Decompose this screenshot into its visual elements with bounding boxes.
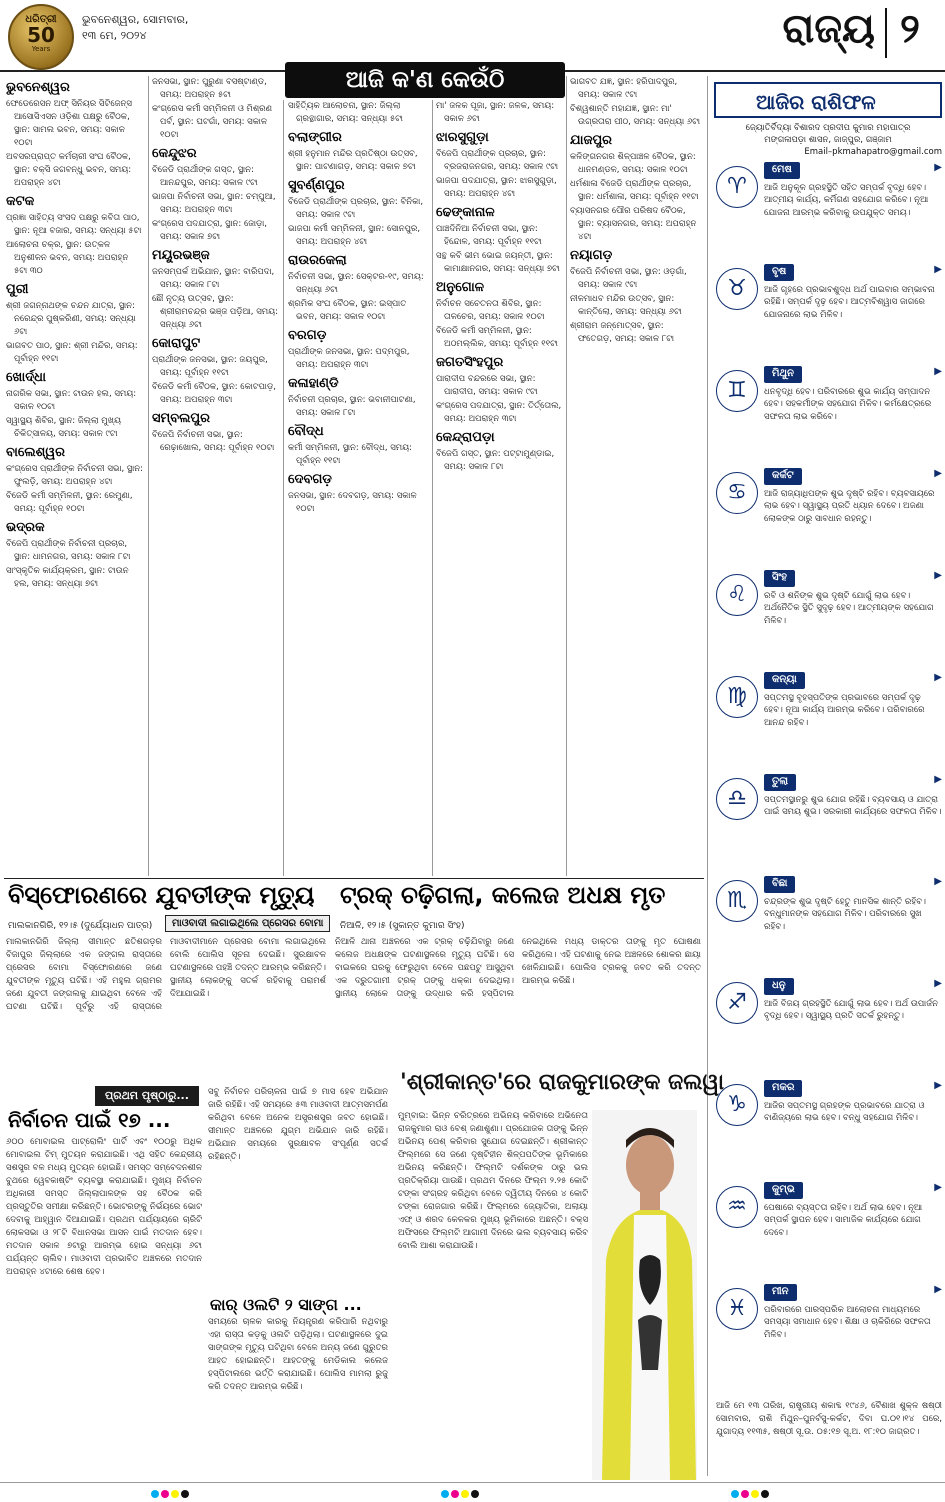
district-heading: ସମ୍ବଲପୁର	[152, 411, 210, 426]
divider	[885, 8, 887, 58]
chevron-right-icon: ▶	[934, 672, 942, 683]
divider	[432, 100, 433, 876]
horoscope-byline	[714, 122, 942, 158]
maoist-body: ସବୁ ନିର୍ବାଚନ ପରିଚାଳନା ପାଇଁ ୭ ମାସ ହେବ ଅଭିଯାନ ଜାରି ରହିଛି। ଏହି ସମୟରେ ୫୩ ମାଓବାଦୀ ଆତ୍ମସମର୍ପଣ କରିଥିବା ବେଳେ ଅନେକ ଅସ୍ତ୍ରଶସ୍ତ୍ର ଜବତ ହୋଇଛି। ସୀମାନ୍ତ ଅଞ୍ଚଳରେ ଯୁଗ୍ମ ଅଭିଯାନ ଜାରି ରହିଛି। ଅଭିଯାନ ସମୟରେ ସୁରକ୍ଷାବଳ ସଂପୂର୍ଣ୍ଣ ସତର୍କ ରହିଛନ୍ତି।	[208, 1087, 388, 1162]
sign-name: କନ୍ୟା	[764, 672, 805, 689]
event-listing: ନୀଳମାଧବ ମନ୍ଦିର ଉତ୍ସବ, ସ୍ଥାନ: କାନ୍ତିଲୋ, ସମୟ: ସନ୍ଧ୍ୟା ୬ଟା	[570, 294, 682, 317]
divider	[566, 76, 567, 876]
almanac: ଆଜି ମେ ୧୩ ତାରିଖ, ରାଷ୍ଟ୍ରୀୟ ଶକାବ୍ଦ ୧୯୪୬, ବୈଶାଖ ଶୁକ୍ଳ ଷଷ୍ଠୀ ସୋମବାର, ରାଶି ମିଥୁନ–ପୁନର୍ବସୁ-କର୍କଟ, ଦିବା ଘ.୦୧।୧୪ ପରେ, ଯୁଗାଦ୍ୟ ୧୧୩୫, ଷଷ୍ଠୀ ସୂ.ଉ. ୦୫:୧୭ ସୂ.ଅ. ୧୮:୧୦ ଜାଗ୍ରତ।	[716, 1401, 942, 1437]
event-listing: ମା' ଜଳକ ପୂଜା, ସ୍ଥାନ: ଜଳକ, ସମୟ: ସକାଳ ୬ଟା	[436, 101, 555, 124]
event-listing: ବିଶ୍ୱଶାନ୍ତି ମହାଯଜ୍ଞ, ସ୍ଥାନ: ମା' ଉଗ୍ରତାରା ପୀଠ, ସମୟ: ସନ୍ଧ୍ୟା ୬ଟା	[570, 104, 700, 127]
district-heading: ଭୁବନେଶ୍ୱର	[6, 80, 70, 95]
zodiac-icon: ♍	[716, 676, 758, 718]
divider	[4, 878, 704, 879]
continued-label[interactable]: ପ୍ରଥମ ପୃଷ୍ଠାରୁ...	[95, 1086, 199, 1106]
car-headline: କାର୍ ଓଲଟି ୨ ସାଙ୍ଗ ...	[210, 1295, 362, 1314]
sign-name: ମୀନ	[764, 1284, 797, 1301]
chevron-right-icon: ▶	[934, 1284, 942, 1295]
event-listing: ଆଲୋଚନା ଚକ୍ର, ସ୍ଥାନ: ଉତ୍କଳ ଅନୁଶୀଳନ ଭବନ, ସମୟ: ଅପରାହ୍ନ ୫ଟା ୩୦	[6, 240, 129, 276]
sign-name: ମକର	[764, 1080, 802, 1097]
sign-name: କୁମ୍ଭ	[764, 1182, 803, 1199]
listing-column-4	[436, 100, 562, 876]
event-listing: କଂଗ୍ରେସ ପ୍ରାର୍ଥୀଙ୍କ ନିର୍ବାଚନୀ ସଭା, ସ୍ଥାନ: ଫୁଲଡ଼ି, ସମୟ: ଅପରାହ୍ନ ୪ଟା	[6, 464, 143, 487]
district-heading: ଜଗତସିଂହପୁର	[436, 355, 504, 370]
sign-prediction: ସପ୍ତମସ୍ଥ ବୃହସ୍ପତିଙ୍କ ପ୍ରଭାବରେ ସମ୍ପର୍କ ଦୃଢ଼ ହେବ। ନୂଆ କାର୍ଯ୍ୟ ଆରମ୍ଭ କରିବେ। ପରିବାରରେ ଆନନ୍ଦ ରହିବ।	[764, 692, 925, 728]
blast-subhead: ମାଓବାଦୀ ଲଗାଇଥିଲେ ପ୍ରେସର ବୋମା	[165, 915, 330, 932]
truck-body: ନିଆଳି ଥାନା ଅଞ୍ଚଳରେ ଏକ ଟ୍ରକ୍ ଚଢ଼ିଯିବାରୁ ଜଣେ କଲେଜ ଅଧକ୍ଷଙ୍କ ଘଟଣାସ୍ଥଳରେ ମୃତ୍ୟୁ ଘଟିଛି। ସେ ବାଇକରେ ଘରକୁ ଫେରୁଥିବା ବେଳେ ପଛପଟୁ ଆସୁଥିବା ଏକ ଦ୍ରୁତଗାମୀ ଟ୍ରକ୍ ତାଙ୍କୁ ଧକ୍କା ଦେଇଥିଲା। ସ୍ଥାନୀୟ ଲୋକେ ତାଙ୍କୁ ଉଦ୍ଧାର କରି ହସ୍ପିଟାଲ ନେଇଥିଲେ ମଧ୍ୟ ଡାକ୍ତର ତାଙ୍କୁ ମୃତ ଘୋଷଣା କରିଥିଲେ। ଏହି ଘଟଣାକୁ ନେଇ ଅଞ୍ଚଳରେ ଶୋକର ଛାୟା ଖେଳିଯାଇଛି। ପୋଲିସ ଟ୍ରକକୁ ଜବତ କରି ତଦନ୍ତ ଆରମ୍ଭ କରିଛି।	[335, 937, 701, 999]
chevron-right-icon: ▶	[934, 1080, 942, 1091]
zodiac-icon: ♋	[716, 472, 758, 514]
sign-prediction: ରବି ଓ ଶନିଙ୍କ ଶୁଭ ଦୃଷ୍ଟି ଯୋଗୁଁ ଲାଭ ହେବ। ଅର୍ଥନୈତିକ ସ୍ଥିତି ସୁଦୃଢ଼ ହେବ। ଆତ୍ମୀୟଙ୍କ ସହଯୋଗ ମିଳିବ।	[764, 590, 934, 626]
event-listing: ବିଜେପି ପ୍ରାର୍ଥୀଙ୍କ ପ୍ରଚାର, ସ୍ଥାନ: ବ୍ରଜରାଜନଗର, ସମୟ: ସକାଳ ୯ଟା	[436, 149, 559, 172]
event-listing: କଳିଙ୍ଗନଗର ଶିଳ୍ପାଞ୍ଚଳ ବୈଠକ, ସ୍ଥାନ: ଧାନମଣ୍ଡଳ, ସମୟ: ସକାଳ ୧୦ଟା	[570, 152, 696, 175]
page-number: ୨	[900, 6, 920, 52]
event-listing: ଭାଜପା ପଦଯାତ୍ରା, ସ୍ଥାନ: ଝାରସୁଗୁଡ଼ା, ସମୟ: ଅପରାହ୍ନ ୪ଟା	[436, 176, 557, 199]
blast-headline: ବିସ୍ଫୋରଣରେ ଯୁବତୀଙ୍କ ମୃତ୍ୟୁ	[8, 881, 315, 909]
district-heading: କୋରାପୁଟ	[152, 336, 201, 351]
event-listing: ଭାଗବତ ପାଠ, ସ୍ଥାନ: ଶ୍ରୀ ମନ୍ଦିର, ସମୟ: ପୂର୍ବାହ୍ନ ୧୧ଟା	[6, 341, 138, 364]
district-heading: ଅନୁଗୋଳ	[436, 280, 485, 295]
event-listing: ବିଜେଡି କର୍ମୀ ସମ୍ମିଳନୀ, ସ୍ଥାନ: ରେମୁଣା, ସମୟ: ପୂର୍ବାହ୍ନ ୧୦ଟା	[6, 491, 133, 514]
chevron-right-icon: ▶	[934, 162, 942, 173]
chevron-right-icon: ▶	[934, 366, 942, 377]
divider	[283, 100, 284, 876]
event-listing: କର୍ମୀ ସମ୍ମିଳନୀ, ସ୍ଥାନ: ବୌଦ୍ଧ, ସମୟ: ପୂର୍ବାହ୍ନ ୧୧ଟା	[288, 443, 413, 466]
sign-prediction: ଧନବୃଦ୍ଧି ହେବ। ପରିବାରରେ ଶୁଭ କାର୍ଯ୍ୟ ସମ୍ପାଦନ ହେବ। ସହକର୍ମୀଙ୍କ ସହଯୋଗ ମିଳିବ। କର୍ମକ୍ଷେତ୍ରରେ ସଫଳତା ଲାଭ କରିବେ।	[764, 386, 932, 422]
district-heading: କଟକ	[6, 194, 35, 209]
sign-prediction: ଆଜିର ସପ୍ତମସ୍ଥ ଗ୍ରହଙ୍କ ପ୍ରଭାବରେ ଯାତ୍ରା ଓ ବାଣିଜ୍ୟରେ ଲାଭ ହେବ। ବନ୍ଧୁ ସହଯୋଗ ମିଳିବ।	[764, 1100, 925, 1123]
district-heading: କଳାହାଣ୍ଡି	[288, 376, 339, 391]
zodiac-icon: ♈	[716, 166, 758, 208]
horoscope-sign	[716, 468, 942, 566]
horoscope-sign	[716, 1182, 942, 1280]
event-listing: ବ୍ୟାସନଗର ପୌର ପରିଷଦ ବୈଠକ, ସ୍ଥାନ: ବ୍ୟାସନଗର, ସମୟ: ଅପରାହ୍ନ ୪ଟା	[570, 206, 697, 242]
horoscope-sign	[716, 978, 942, 1076]
event-listing: ଧର୍ମଶାଳା ବିଜେଡି ପ୍ରାର୍ଥୀଙ୍କ ପ୍ରଚାର, ସ୍ଥାନ: ଧର୍ମଶାଳା, ସମୟ: ପୂର୍ବାହ୍ନ ୧୧ଟା	[570, 179, 699, 202]
event-listing: ଭାଜପା ନିର୍ବାଚନୀ ସଭା, ସ୍ଥାନ: ଚମ୍ପୁଆ, ସମୟ: ଅପରାହ୍ନ ୩ଟା	[152, 192, 276, 215]
district-heading: ନୟାଗଡ଼	[570, 248, 613, 263]
event-listing: ପାରାଦୀପ ବନ୍ଦରରେ ସଭା, ସ୍ଥାନ: ପାରାଦୀପ, ସମୟ: ସକାଳ ୯ଟା	[436, 374, 538, 397]
srikanth-body: ମୁମ୍ବାଇ: ଭିନ୍ନ ଚରିତ୍ରରେ ଅଭିନୟ କରିବାରେ ଅଭିନେତା ରାଜକୁମାର ରାଓ ବେଶ୍ ଜଣାଶୁଣା। ପ୍ରଯୋଜକ ତାଙ୍କୁ ଭିନ୍ନ ଅଭିନୟ ପେଶ୍ କରିବାର ସୁଯୋଗ ଦେଇଛନ୍ତି। ଶ୍ରୀକାନ୍ତ ଫିଲ୍ମରେ ସେ ଜଣେ ଦୃଷ୍ଟିହୀନ ଶିଳ୍ପପତିଙ୍କ ଭୂମିକାରେ ଅଭିନୟ କରିଛନ୍ତି। ଫିଲ୍ମଟି ଦର୍ଶକଙ୍କ ଠାରୁ ଭଲ ପ୍ରତିକ୍ରିୟା ପାଉଛି। ପ୍ରଥମ ଦିନରେ ଫିଲ୍ମ ୨.୨୫ କୋଟି ଟଙ୍କା ସଂଗ୍ରହ କରିଥିବା ବେଳେ ଦ୍ୱିତୀୟ ଦିନରେ ୪ କୋଟି ଟଙ୍କା ରୋଜଗାର କରିଛି। ଫିଲ୍ମରେ ଜ୍ୟୋତିକା, ଅଲାୟା ଏଫ୍ ଓ ଶରଦ କେଳକର ମୁଖ୍ୟ ଭୂମିକାରେ ଅଛନ୍ତି। ବକ୍ସ ଅଫିସରେ ଫିଲ୍ମଟି ଆଗାମୀ ଦିନରେ ଭଲ ବ୍ୟବସାୟ କରିବ ବୋଲି ଆଶା କରାଯାଉଛି।	[398, 1111, 588, 1251]
district-heading: ଯାଜପୁର	[570, 133, 613, 148]
logo-title: ଧରିତ୍ରୀ	[25, 14, 57, 25]
astrologer-name: ଜ୍ୟୋତିର୍ବିଦ୍ୟା ବିଶାରଦ ପ୍ରଦୀପ କୁମାର ମହାପାତ୍ର	[745, 123, 911, 133]
event-listing: ଶ୍ରମିକ ସଂଘ ବୈଠକ, ସ୍ଥାନ: ଇସ୍ପାତ ଭବନ, ସମୟ: ସକାଳ ୧୦ଟା	[288, 299, 407, 322]
event-listing: ବିଜେଡି ପ୍ରାର୍ଥୀଙ୍କ ପ୍ରଚାର, ସ୍ଥାନ: ବିନିକା, ସମୟ: ସକାଳ ୯ଟା	[288, 197, 424, 220]
event-listing: ଭାଗବତ ଯଜ୍ଞ, ସ୍ଥାନ: ହରିପାଦପୁର, ସମୟ: ସକାଳ ୯ଟା	[570, 77, 678, 100]
dateline	[82, 12, 188, 44]
district-heading: କେନ୍ଦ୍ରାପଡ଼ା	[436, 430, 495, 445]
event-listing: ନିର୍ବାଚନୀ ପ୍ରଚାର, ସ୍ଥାନ: ଭବାନୀପାଟଣା, ସମୟ: ସକାଳ ୮ଟା	[288, 395, 416, 418]
horoscope-title: ଆଜିର ରାଶିଫଳ	[714, 82, 942, 118]
sign-name: ଧନୁ	[764, 978, 794, 995]
chevron-right-icon: ▶	[934, 876, 942, 887]
event-listing: ସାଂସ୍କୃତିକ କାର୍ଯ୍ୟକ୍ରମ, ସ୍ଥାନ: ଟାଉନ ହଲ, ସମୟ: ସନ୍ଧ୍ୟା ୭ଟା	[6, 566, 129, 589]
program-banner: ଆଜି କ'ଣ କେଉଁଠି	[285, 62, 565, 98]
event-listing: ପ୍ରଜ୍ଞା ସାହିତ୍ୟ ସଂସଦ ପକ୍ଷରୁ କବିତା ପାଠ, ସ୍ଥାନ: ନୂଆ ବଜାର, ସମୟ: ସନ୍ଧ୍ୟା ୫ଟା	[6, 213, 142, 236]
chevron-right-icon: ▶	[934, 978, 942, 989]
sign-name: କର୍କଟ	[764, 468, 802, 485]
sign-prediction: ସପ୍ତମସ୍ଥାନରୁ ଶୁଭ ଯୋଗ ରହିଛି। ବ୍ୟବସାୟ ଓ ଯାତ୍ରା ପାଇଁ ସମୟ ଶୁଭ। ସରକାରୀ କାର୍ଯ୍ୟରେ ସଫଳତା ମିଳିବ।	[764, 794, 942, 817]
listing-column-3	[288, 100, 428, 876]
event-listing: ପ୍ରାର୍ଥୀଙ୍କ ଜନସଭା, ସ୍ଥାନ: ପଦ୍ମପୁର, ସମୟ: ଅପରାହ୍ନ ୩ଟା	[288, 347, 410, 370]
sign-prediction: ପେଷାରେ ବ୍ୟସ୍ତତା ରହିବ। ଅର୍ଥ ଲାଭ ହେବ। ନୂଆ ସମ୍ପର୍କ ସ୍ଥାପନ ହେବ। ସାମାଜିକ କାର୍ଯ୍ୟରେ ଯୋଗ ଦେବେ।	[764, 1202, 923, 1238]
location-day: ଭୁବନେଶ୍ୱର, ସୋମବାର,	[82, 13, 189, 26]
district-heading: ବଲାଙ୍ଗୀର	[288, 130, 342, 145]
sign-prediction: ଆଜି ଅନୁକୂଳ ଗ୍ରହସ୍ଥିତି ସହିତ ସମ୍ପର୍କ ବୃଦ୍ଧି ହେବ। ଆତ୍ମୀୟ କାର୍ଯ୍ୟ, କର୍ମିଗଣ ସହଯୋଗ କରିବେ। ନୂଆ ଯୋଜନା ଆରମ୍ଭ କରିବାକୁ ଉପଯୁକ୍ତ ସମୟ।	[764, 182, 929, 218]
newspaper-logo	[8, 4, 74, 70]
event-listing: କଂଗ୍ରେସ ପଦଯାତ୍ରା, ସ୍ଥାନ: ତିର୍ତ୍ତୋଲ, ସମୟ: ଅପରାହ୍ନ ୩ଟା	[436, 401, 562, 424]
truck-byline: ନିଆଳି, ୧୨।୫ (ସୁକାନ୍ତ କୁମାର ସିଂହ)	[340, 921, 465, 931]
event-listing: କଂଗ୍ରେସ ପଦଯାତ୍ରା, ସ୍ଥାନ: ଜୋଡ଼ା, ସମୟ: ସକାଳ ୭ଟା	[152, 219, 267, 242]
event-listing: ବିଜେପି ନିର୍ବାଚନୀ ସଭା, ସ୍ଥାନ: ରେଢ଼ାଖୋଲ, ସମୟ: ପୂର୍ବାହ୍ନ ୧୦ଟା	[152, 430, 275, 453]
district-heading: ବାଲେଶ୍ୱର	[6, 445, 65, 460]
zodiac-icon: ♉	[716, 268, 758, 310]
event-listing: ଶ୍ରୀ ହନୁମାନ ମନ୍ଦିର ପ୍ରତିଷ୍ଠା ଉତ୍ସବ, ସ୍ଥାନ: ପାଟଣାଗଡ଼, ସମୟ: ସକାଳ ୭ଟା	[288, 149, 418, 172]
color-registration-dots	[730, 1483, 770, 1502]
actor-photo	[592, 1110, 697, 1480]
color-registration-dots	[440, 1483, 480, 1502]
event-listing: ବିଜେପି ପ୍ରାର୍ଥୀଙ୍କ ନିର୍ବାଚନୀ ପ୍ରଚାର, ସ୍ଥାନ: ଧାମନଗର, ସମୟ: ସକାଳ ୮ଟା	[6, 539, 131, 562]
event-listing: ପ୍ରାର୍ଥୀଙ୍କ ଜନସଭା, ସ୍ଥାନ: ଜୟପୁର, ସମୟ: ପୂର୍ବାହ୍ନ ୧୧ଟା	[152, 355, 268, 378]
divider	[148, 76, 149, 876]
zodiac-icon: ♎	[716, 778, 758, 820]
event-listing: ନିର୍ବାଚନ ସଚେତନତା ଶିବିର, ସ୍ଥାନ: ତାଳଚେର, ସମୟ: ସକାଳ ୧୦ଟା	[436, 299, 545, 322]
truck-headline: ଟ୍ରକ୍ ଚଢ଼ିଗଲା, କଲେଜ ଅଧକ୍ଷ ମୃତ	[340, 881, 666, 909]
astrologer-email[interactable]: Email–pkmahapatro@gmail.com	[804, 147, 942, 157]
district-heading: ରାଉରକେଲା	[288, 253, 347, 268]
sign-prediction: ଆଜି ରାଜ୍ୟାଧିପଙ୍କ ଶୁଭ ଦୃଷ୍ଟି ରହିବ। ବ୍ୟବସାୟରେ ଲାଭ ହେବ। ସ୍ୱାସ୍ଥ୍ୟ ପ୍ରତି ଧ୍ୟାନ ଦେବେ। ଅଜଣା ଲୋକଙ୍କ ଠାରୁ ସାବଧାନ ରହନ୍ତୁ।	[764, 488, 935, 524]
horoscope-sign	[716, 366, 942, 464]
event-listing: ଶ୍ରୀରାମ ଜନ୍ମୋତ୍ସବ, ସ୍ଥାନ: ଫତେଗଡ଼, ସମୟ: ସକାଳ ୮ଟା	[570, 321, 675, 344]
sign-prediction: ଆଜି ଗୃହରେ ପ୍ରଭାବଶୁଦ୍ଧ ଅର୍ଥ ପାଇବାର ସମ୍ଭାବନା ରହିଛି। ସମ୍ପର୍କ ଦୃଢ଼ ହେବ। ଆତ୍ମବିଶ୍ୱାସ ଜାଗରେ ଯୋଜନାରେ ଲାଭ ମିଳିବ।	[764, 284, 935, 320]
event-listing: ଶ୍ରୀ ଜଗନ୍ନାଥଙ୍କ ଚନ୍ଦନ ଯାତ୍ରା, ସ୍ଥାନ: ନରେନ୍ଦ୍ର ପୁଷ୍କରିଣୀ, ସମୟ: ସନ୍ଧ୍ୟା ୬ଟା	[6, 301, 136, 337]
event-listing: ସ୍ୱାସ୍ଥ୍ୟ ଶିବିର, ସ୍ଥାନ: ଜିଲ୍ଲା ମୁଖ୍ୟ ଚିକିତ୍ସାଳୟ, ସମୟ: ସକାଳ ୯ଟା	[6, 416, 122, 439]
horoscope-sign	[716, 162, 942, 260]
event-listing: ବିଜେପି ନିର୍ବାଚନୀ ସଭା, ସ୍ଥାନ: ଓଡ଼ଗାଁ, ସମୟ: ସକାଳ ୯ଟା	[570, 267, 687, 290]
district-heading: ପୁରୀ	[6, 282, 29, 297]
zodiac-icon: ♏	[716, 880, 758, 922]
event-listing: କଂଗ୍ରେସ କର୍ମୀ ସମ୍ମିଳନୀ ଓ ମିଶ୍ରଣ ପର୍ବ, ସ୍ଥାନ: ଘଟଗାଁ, ସମୟ: ସକାଳ ୧୦ଟା	[152, 104, 273, 140]
election-body: ୬୦୦ ମୋବାଇଲ ପାଟ୍ରୋଲିଂ ପାର୍ଟି ଏବଂ ୧୦୦ରୁ ଅଧିକ ମୋବାଇଲ ଟିମ୍ ମୁତୟନ କରାଯାଇଛି। ଏଥି ସହିତ କେନ୍ଦ୍ରୀୟ ସଶସ୍ତ୍ର ବଳ ମଧ୍ୟ ମୁତୟନ ହୋଇଛି। ସମସ୍ତ ସମ୍ବେଦନଶୀଳ ବୁଥରେ ୱେବକାଷ୍ଟିଂ ବ୍ୟବସ୍ଥା କରାଯାଇଛି। ମୁଖ୍ୟ ନିର୍ବାଚନ ଅଧିକାରୀ ସମସ୍ତ ଜିଲ୍ଲାପାଳଙ୍କ ସହ ବୈଠକ କରି ପ୍ରସ୍ତୁତିର ସମୀକ୍ଷା କରିଛନ୍ତି। ଭୋଟରଙ୍କୁ ନିର୍ଭୟରେ ଭୋଟ ଦେବାକୁ ଆହ୍ୱାନ ଦିଆଯାଇଛି। ପ୍ରଥମ ପର୍ଯ୍ୟାୟରେ ଚାରିଟି ଲୋକସଭା ଓ ୨୮ଟି ବିଧାନସଭା ଆସନ ପାଇଁ ମତଦାନ ହେବ। ମତଦାନ ସକାଳ ୭ଟାରୁ ଆରମ୍ଭ ହୋଇ ସନ୍ଧ୍ୟା ୬ଟା ପର୍ଯ୍ୟନ୍ତ ଚାଲିବ। ମାଓବାଦୀ ପ୍ରଭାବିତ ଅଞ୍ଚଳରେ ମତଦାନ ଅପରାହ୍ନ ୪ଟାରେ ଶେଷ ହେବ।	[6, 1137, 202, 1277]
event-listing: ପାଞ୍ଚଦିନିଆ ନିର୍ବାଚନୀ ସଭା, ସ୍ଥାନ: ହିନ୍ଦୋଳ, ସମୟ: ପୂର୍ବାହ୍ନ ୧୧ଟା	[436, 224, 542, 247]
chevron-right-icon: ▶	[934, 468, 942, 479]
sign-name: ତୁଲା	[764, 774, 796, 791]
car-body: ସମୟରେ ଚାଳକ କାରକୁ ନିୟନ୍ତ୍ରଣ କରିପାରି ନଥିବାରୁ ଏହା ରାସ୍ତା କଡ଼କୁ ଓଲଟି ପଡ଼ିଥିଲା। ଘଟଣାସ୍ଥଳରେ ଦୁଇ ସାଙ୍ଗଙ୍କ ମୃତ୍ୟୁ ଘଟିଥିବା ବେଳେ ଅନ୍ୟ ଜଣେ ଗୁରୁତର ଆହତ ହୋଇଛନ୍ତି। ଆହତଙ୍କୁ ମେଡିକାଲ କଲେଜ ହସ୍ପିଟାଲରେ ଭର୍ତ୍ତି କରାଯାଇଛି। ପୋଲିସ ମାମଲା ରୁଜୁ କରି ତଦନ୍ତ ଆରମ୍ଭ କରିଛି।	[208, 1317, 388, 1392]
district-heading: ବରଗଡ଼	[288, 328, 327, 343]
district-heading: ବୌଦ୍ଧ	[288, 424, 324, 439]
chevron-right-icon: ▶	[934, 1182, 942, 1193]
listing-column-1	[6, 76, 144, 876]
horoscope-sign	[716, 1284, 942, 1382]
district-heading: ସୁବର୍ଣ୍ଣପୁର	[288, 178, 345, 193]
event-listing: ଅବସରପ୍ରାପ୍ତ କର୍ମଚାରୀ ସଂଘ ବୈଠକ, ସ୍ଥାନ: ବକ୍ସି ଜଗବନ୍ଧୁ ଭବନ, ସମୟ: ଅପରାହ୍ନ ୪ଟା	[6, 152, 132, 188]
blast-byline: ମାଲକାନଗିରି, ୧୨।୫ (ଦୁର୍ଯ୍ୟୋଧନ ପାତ୍ର)	[8, 921, 153, 931]
chevron-right-icon: ▶	[934, 570, 942, 581]
zodiac-icon: ♐	[716, 982, 758, 1024]
district-heading: ଖୋର୍ଦ୍ଧା	[6, 370, 46, 385]
zodiac-icon: ♊	[716, 370, 758, 412]
divider	[707, 76, 708, 1476]
sign-name: ବୃଷ	[764, 264, 794, 281]
district-heading: ଭଦ୍ରକ	[6, 520, 45, 535]
event-listing: ବିଜେଡି କର୍ମୀ ସମ୍ମିଳନୀ, ସ୍ଥାନ: ଅଠମଲ୍ଲିକ, ସମୟ: ପୂର୍ବାହ୍ନ ୧୧ଟା	[436, 326, 558, 349]
event-listing: ବିଜେପି ଗସ୍ତ, ସ୍ଥାନ: ପଟ୍ଟାମୁଣ୍ଡାଇ, ସମୟ: ସକାଳ ୮ଟା	[436, 449, 555, 472]
zodiac-icon: ♑	[716, 1084, 758, 1126]
event-listing: ସାହିତ୍ୟିକ ଆଲୋଚନା, ସ୍ଥାନ: ଜିଲ୍ଲା ଗ୍ରନ୍ଥାଗାର, ସମୟ: ସନ୍ଧ୍ୟା ୫ଟା	[288, 101, 403, 124]
zodiac-icon: ♒	[716, 1186, 758, 1228]
district-heading: ଢେଙ୍କାନାଳ	[436, 205, 495, 220]
zodiac-icon: ♓	[716, 1288, 758, 1330]
event-listing: ଭାଜପା କର୍ମୀ ସମ୍ମିଳନୀ, ସ୍ଥାନ: ସୋନପୁର, ସମୟ: ଅପରାହ୍ନ ୪ଟା	[288, 224, 421, 247]
event-listing: ବିଜେଡି କର୍ମୀ ବୈଠକ, ସ୍ଥାନ: କୋଟପାଡ଼, ସମୟ: ଅପରାହ୍ନ ୩ଟା	[152, 382, 276, 405]
event-listing: ଜନସଭା, ସ୍ଥାନ: ଦେବଗଡ଼, ସମୟ: ସକାଳ ୧୦ଟା	[288, 491, 417, 514]
horoscope-sign	[716, 1080, 942, 1178]
logo-years: Years	[31, 45, 51, 53]
chevron-right-icon: ▶	[934, 774, 942, 785]
horoscope-sign	[716, 672, 942, 770]
section-title: ରାଜ୍ୟ	[782, 6, 875, 52]
sign-name: ମେଷ	[764, 162, 800, 179]
sign-prediction: ଚନ୍ଦ୍ରଙ୍କ ଶୁଭ ଦୃଷ୍ଟି ହେତୁ ମାନସିକ ଶାନ୍ତି ରହିବ। ବନ୍ଧୁମାନଙ୍କ ସହଯୋଗ ମିଳିବ। ପରିବାରରେ ସୁଖ ରହିବ।	[764, 896, 926, 932]
astrologer-address: ମଙ୍ଗଳାପଡ଼ା ଶାସନ, ଜାଜ୍ପୁର, ଗଞ୍ଜାମ	[764, 135, 892, 145]
district-heading: ଝାରସୁଗୁଡ଼ା	[436, 130, 489, 145]
event-listing: ବିଜେଡି ପ୍ରାର୍ଥୀଙ୍କ ଗସ୍ତ, ସ୍ଥାନ: ଆନନ୍ଦପୁର, ସମୟ: ସକାଳ ୯ଟା	[152, 165, 258, 188]
chevron-right-icon: ▶	[934, 264, 942, 275]
logo-number: 50	[27, 23, 55, 47]
horoscope-sign	[716, 264, 942, 362]
district-heading: ମୟୂରଭଞ୍ଜ	[152, 248, 210, 263]
sign-name: ସିଂହ	[764, 570, 795, 587]
listing-column-5	[570, 76, 700, 876]
sign-name: ମିଥୁନ	[764, 366, 802, 383]
event-listing: ଜନସଭା, ସ୍ଥାନ: ପୁରୁଣା ବସଷ୍ଟାଣ୍ଡ, ସମୟ: ଅପରାହ୍ନ ୫ଟା	[152, 77, 267, 100]
sign-prediction: ଆଜି ବିଜୟ ଗ୍ରହସ୍ଥିତି ଯୋଗୁଁ ଲାଭ ହେବ। ଅର୍ଥ ଉପାର୍ଜନ ବୃଦ୍ଧି ହେବ। ସ୍ୱାସ୍ଥ୍ୟ ପ୍ରତି ସତର୍କ ରୁହନ୍ତୁ।	[764, 998, 938, 1021]
sign-name: ବିଛା	[764, 876, 795, 893]
event-listing: ସନ୍ଥ କବି ଭୀମ ଭୋଇ ଜୟନ୍ତୀ, ସ୍ଥାନ: କାମାକ୍ଷାନଗର, ସମୟ: ସନ୍ଧ୍ୟା ୭ଟା	[436, 251, 560, 274]
event-listing: ନିର୍ବାଚନୀ ସଭା, ସ୍ଥାନ: ସେକ୍ଟର-୧୯, ସମୟ: ସନ୍ଧ୍ୟା ୬ଟା	[288, 272, 424, 295]
district-heading: କେନ୍ଦୁଝର	[152, 146, 197, 161]
event-listing: ଫେଡେରେସନ ଅଫ୍ ସିନିୟର ସିଟିଜେନ୍ସ ଆସୋସିଏସନ ଓଡ଼ିଶା ପକ୍ଷରୁ ବୈଠକ, ସ୍ଥାନ: ସାମଲ ଭବନ, ସମୟ: ସକାଳ ୧୦ଟା	[6, 99, 132, 148]
blast-body: ମାଲକାନଗିରି ଜିଲ୍ଲା ସୀମାନ୍ତ ଛତିଶଗଡ଼ର ବିଜାପୁର ଜିଲ୍ଲାରେ ଏକ ଜଙ୍ଗଲ ରାସ୍ତାରେ ପ୍ରେସର ବୋମା ବିସ୍ଫୋରଣରେ ଜଣେ ଯୁବତୀଙ୍କ ମୃତ୍ୟୁ ଘଟିଛି। ଏହି ମହୁଲ ଗ୍ରାମର ଜଣେ ଯୁବତୀ ଜଙ୍ଗଲକୁ ଯାଇଥିବା ବେଳେ ଏହି ଘଟଣା ଘଟିଛି। ପୂର୍ବରୁ ଏହି ରାସ୍ତାରେ ମାଓବାଦୀମାନେ ପ୍ରେସର ବୋମା ଲଗାଇଥିଲେ ବୋଲି ପୋଲିସ ସୂଚନା ଦେଇଛି। ସୁରକ୍ଷାବଳ ଘଟଣାସ୍ଥଳରେ ପହଞ୍ଚି ତଦନ୍ତ ଆରମ୍ଭ କରିଛନ୍ତି। ସ୍ଥାନୀୟ ଲୋକଙ୍କୁ ସତର୍କ ରହିବାକୁ ପରାମର୍ଶ ଦିଆଯାଇଛି।	[6, 937, 326, 1012]
horoscope-sign	[716, 774, 942, 872]
color-registration-dots	[150, 1483, 190, 1502]
horoscope-sign	[716, 876, 942, 974]
zodiac-icon: ♌	[716, 574, 758, 616]
srikanth-headline: 'ଶ୍ରୀକାନ୍ତ'ରେ ରାଜକୁମାରଙ୍କ ଜଲୱା	[400, 1070, 724, 1095]
event-listing: ଛୌ ନୃତ୍ୟ ଉତ୍ସବ, ସ୍ଥାନ: ଶ୍ରୀରାମଚନ୍ଦ୍ର ଭଞ୍ଜ ପଡ଼ିଆ, ସମୟ: ସନ୍ଧ୍ୟା ୬ଟା	[152, 294, 278, 330]
print-marks	[0, 1482, 945, 1499]
horoscope-sign	[716, 570, 942, 668]
district-heading: ଦେବଗଡ଼	[288, 472, 332, 487]
listing-column-2	[152, 76, 280, 876]
event-listing: ନାଗରିକ ସଭା, ସ୍ଥାନ: ଟାଉନ ହଲ, ସମୟ: ସକାଳ ୧୦ଟା	[6, 389, 137, 412]
date: ୧୩ ମେ, ୨୦୨୪	[82, 29, 147, 42]
election-headline: ନିର୍ବାଚନ ପାଇଁ ୧୭ ...	[8, 1108, 171, 1132]
sign-prediction: ପରିବାରରେ ପାରସ୍ପରିକ ଆଲୋଚନା ମାଧ୍ୟମରେ ସମସ୍ୟା ସମାଧାନ ହେବ। ଶିକ୍ଷା ଓ ଚାକିରିରେ ସଫଳତା ମିଳିବ।	[764, 1304, 931, 1340]
event-listing: ଜନସମ୍ପର୍କ ଅଭିଯାନ, ସ୍ଥାନ: ବାରିପଦା, ସମୟ: ସକାଳ ୮ଟା	[152, 267, 275, 290]
